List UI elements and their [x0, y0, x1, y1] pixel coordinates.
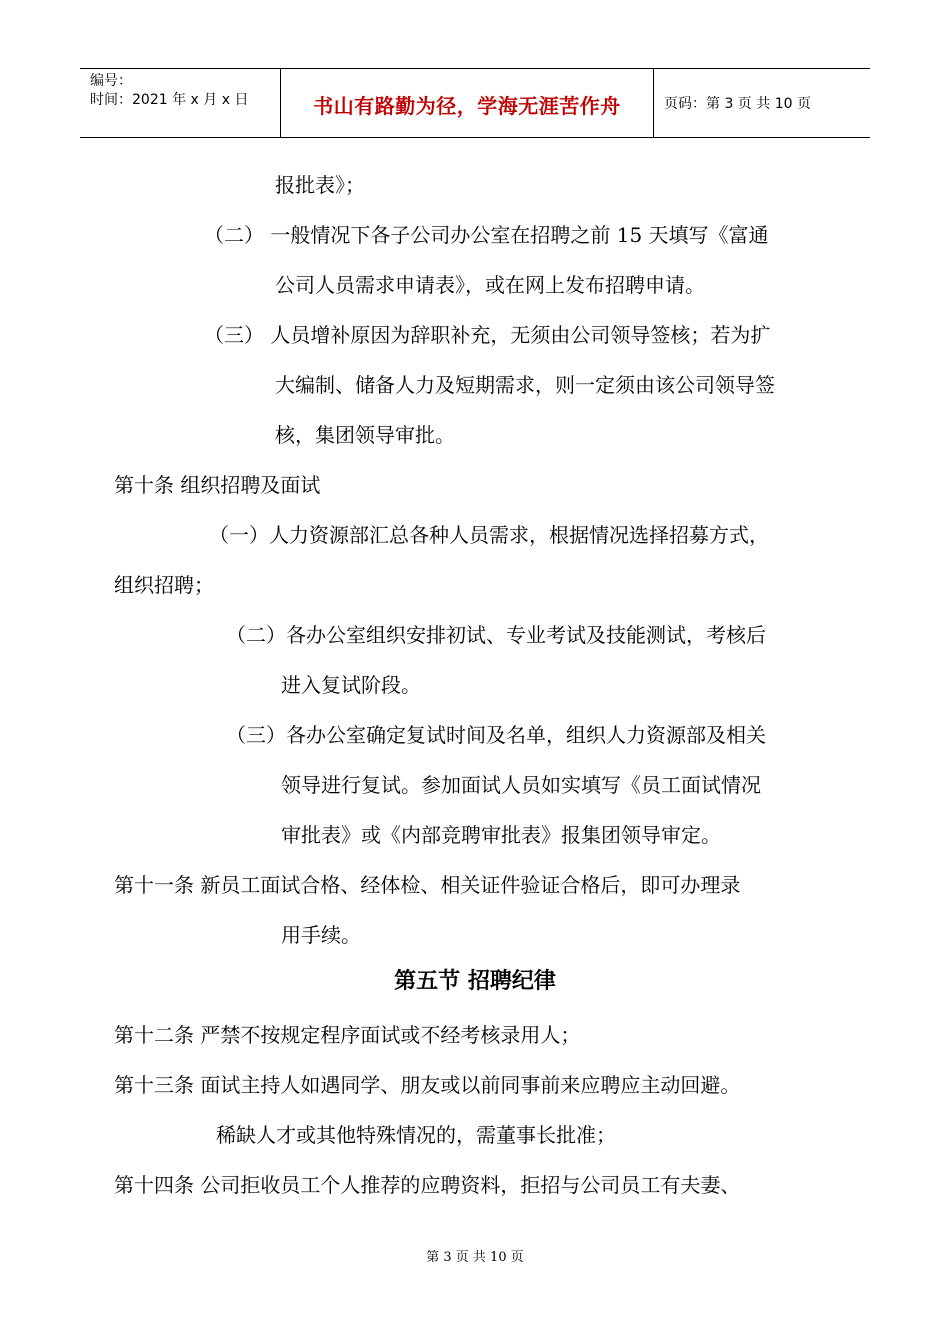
page-footer-number: 第 3 页 共 10 页	[426, 1250, 524, 1265]
document-number-label: 编号：	[90, 73, 132, 89]
header-motto: 书山有路勤为径，学海无涯苦作舟	[313, 94, 621, 118]
body-line-12: （三）各办公室确定复试时间及名单，组织人力资源部及相关	[226, 723, 766, 747]
page-header	[80, 68, 870, 138]
body-line-1: 报批表》；	[275, 173, 365, 197]
body-line-16: 用手续。	[281, 923, 361, 947]
body-line-19: 稀缺人才或其他特殊情况的，需董事长批准；	[216, 1123, 616, 1147]
article-11: 第十一条 新员工面试合格、经体检、相关证件验证合格后，即可办理录	[114, 873, 741, 897]
section-title: 第五节 招聘纪律	[394, 969, 556, 994]
header-motto-cell	[281, 69, 654, 137]
body-line-11: 进入复试阶段。	[281, 673, 421, 697]
body-line-13: 领导进行复试。参加面试人员如实填写《员工面试情况	[281, 773, 761, 797]
body-line-2: （二） 一般情况下各子公司办公室在招聘之前 15 天填写《富通	[204, 223, 769, 247]
body-line-3: 公司人员需求申请表》，或在网上发布招聘申请。	[275, 273, 705, 297]
header-meta	[80, 69, 281, 137]
document-date: 时间：2021 年 x 月 x 日	[90, 92, 249, 108]
body-line-9: 组织招聘；	[114, 573, 214, 597]
body-line-8: （一）人力资源部汇总各种人员需求，根据情况选择招募方式，	[209, 523, 769, 547]
article-14: 第十四条 公司拒收员工个人推荐的应聘资料，拒招与公司员工有夫妻、	[114, 1173, 741, 1197]
body-line-5: 大编制、储备人力及短期需求，则一定须由该公司领导签	[275, 373, 775, 397]
article-10-heading: 第十条 组织招聘及面试	[114, 473, 321, 497]
body-line-10: （二）各办公室组织安排初试、专业考试及技能测试，考核后	[226, 623, 766, 647]
article-13: 第十三条 面试主持人如遇同学、朋友或以前同事前来应聘应主动回避。	[114, 1073, 741, 1097]
body-line-6: 核，集团领导审批。	[275, 423, 455, 447]
header-page-info: 页码：第 3 页 共 10 页	[664, 96, 811, 112]
article-12: 第十二条 严禁不按规定程序面试或不经考核录用人；	[114, 1023, 581, 1047]
body-line-14: 审批表》或《内部竞聘审批表》报集团领导审定。	[281, 823, 721, 847]
body-line-4: （三） 人员增补原因为辞职补充，无须由公司领导签核；若为扩	[204, 323, 771, 347]
